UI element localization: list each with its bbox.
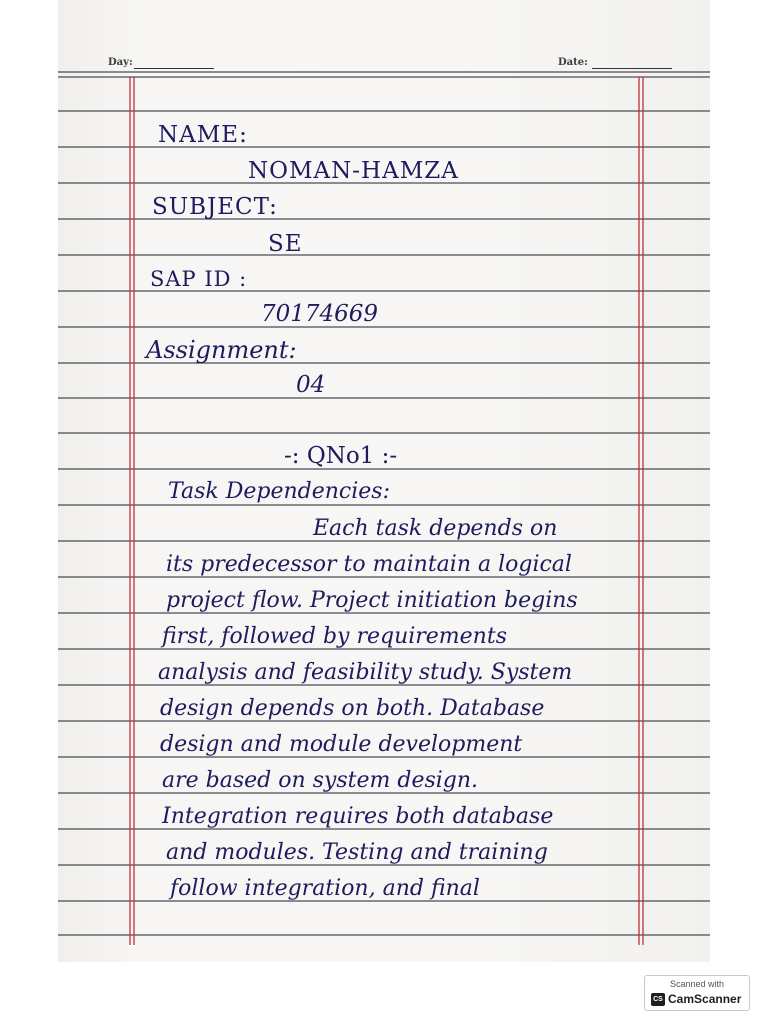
body-line: project flow. Project initiation begins [166, 588, 578, 613]
body-line: are based on system design. [162, 768, 479, 793]
section-title: Task Dependencies: [168, 479, 390, 504]
day-underline [134, 68, 214, 69]
watermark-brand: CamScanner [668, 992, 742, 1006]
subject-label: SUBJECT: [152, 194, 278, 220]
sapid-value: 70174669 [261, 301, 379, 327]
camscanner-watermark [644, 975, 750, 1011]
day-label: Day: [108, 57, 133, 68]
question-heading: -: QNo1 :- [284, 443, 398, 469]
date-underline [592, 68, 672, 69]
assignment-label: Assignment: [146, 336, 297, 364]
sapid-label: SAP ID : [150, 267, 248, 291]
camscanner-logo-icon: CS [651, 993, 665, 1006]
watermark-caption: Scanned with [669, 979, 725, 989]
body-line: design depends on both. Database [160, 696, 545, 721]
notebook-page [58, 0, 710, 962]
body-line: Each task depends on [313, 516, 558, 541]
name-value: NOMAN-HAMZA [248, 158, 459, 184]
body-line: design and module development [160, 732, 523, 757]
body-line: analysis and feasibility study. System [158, 660, 573, 685]
body-line: its predecessor to maintain a logical [166, 552, 572, 577]
name-label: NAME: [158, 122, 248, 148]
assignment-value: 04 [296, 372, 326, 398]
body-line: first, followed by requirements [162, 624, 507, 649]
body-line: Integration requires both database [162, 804, 554, 829]
date-label: Date: [558, 57, 588, 68]
body-line: follow integration, and final [170, 876, 480, 901]
subject-value: SE [268, 231, 303, 257]
body-line: and modules. Testing and training [166, 840, 548, 865]
